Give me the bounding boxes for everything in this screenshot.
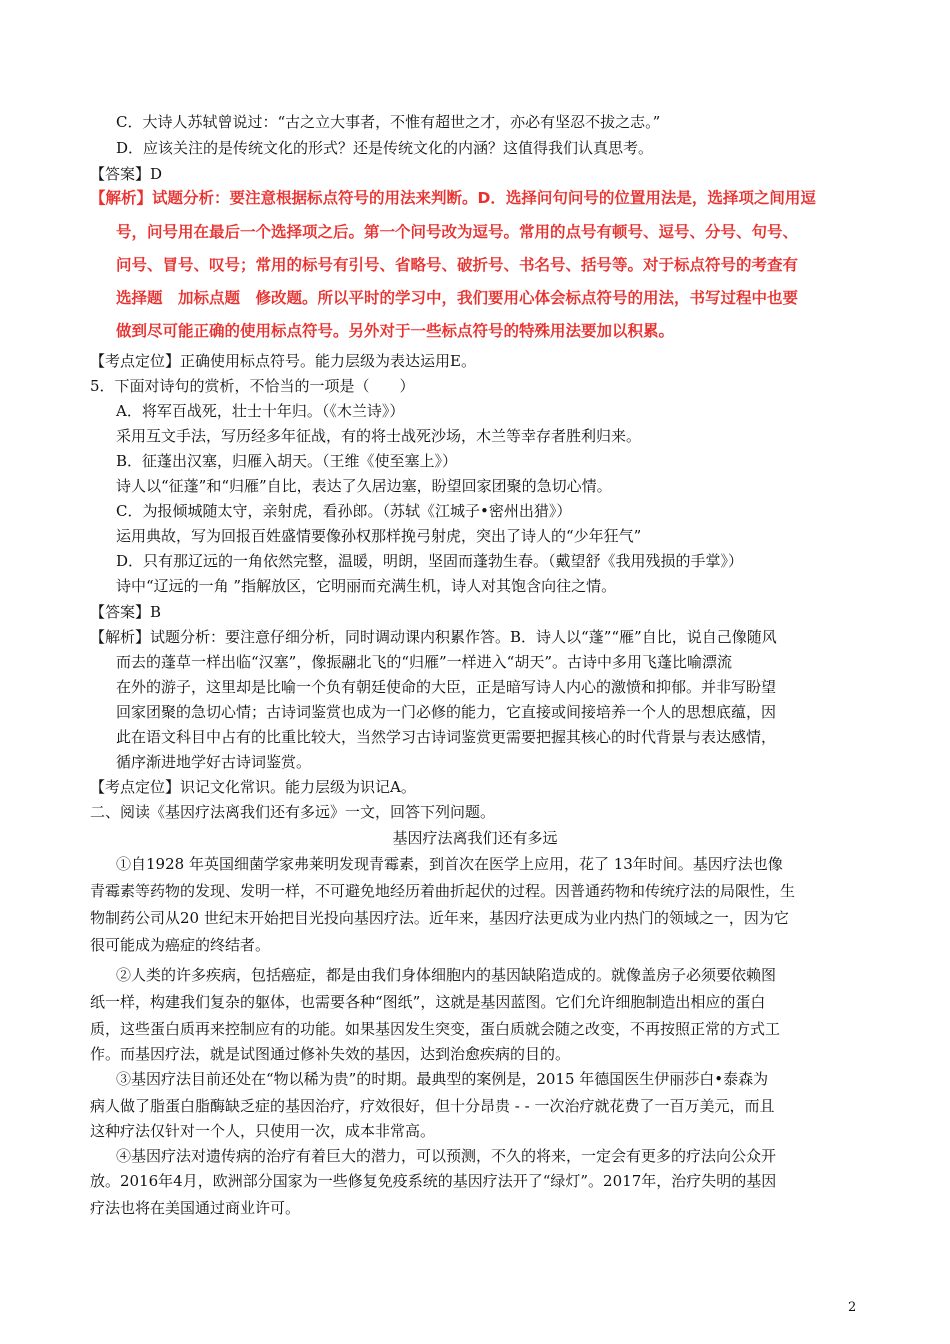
option-c-line: C．为报倾城随太守，亲射虎，看孙郎。（苏轼《江城子•密州出猎》） (116, 502, 572, 520)
analysis-red-line: 号，问号用在最后一个选择项之后。第一个问号改为逗号。常用的点号有顿号、逗号、分号、句号、 (116, 223, 799, 241)
paragraph-line: 这种疗法仅针对一个人，只使用一次，成本非常高。 (90, 1122, 436, 1140)
option-a-line: A．将军百战死，壮士十年归。（《木兰诗》） (116, 402, 405, 420)
analysis-line: 回家团聚的急切心情；古诗词鉴赏也成为一门必修的能力，它直接或间接培养一个人的思想底蕴，因 (116, 703, 777, 721)
analysis-red-line: 【解析】试题分析：要注意根据标点符号的用法来判断。D．选择问句问号的位置用法是，选择项之间用逗 (90, 189, 816, 207)
answer-line: 【答案】B (90, 603, 162, 621)
option-a-note: 采用互文手法，写历经多年征战，有的将士战死沙场，木兰等幸存者胜利归来。 (116, 427, 642, 445)
option-d-note: 诗中“辽远的一角 ”指解放区，它明丽而充满生机，诗人对其饱含向往之情。 (116, 577, 617, 595)
paragraph-line: ③基因疗法目前还处在“物以稀为贵”的时期。最典型的案例是，2015 年德国医生伊丽莎白•泰森为 (116, 1070, 769, 1088)
paragraph-line: 纸一样，构建我们复杂的躯体，也需要各种“图纸”，这就是基因蓝图。它们允许细胞制造出相应的蛋白 (90, 993, 766, 1011)
key-point-line: 【考点定位】识记文化常识。能力层级为识记A。 (90, 778, 416, 796)
analysis-line: 此在语文科目中占有的比重比较大，当然学习古诗词鉴赏更需要把握其核心的时代背景与表达感情， (116, 728, 777, 746)
section-heading: 二、阅读《基因疗法离我们还有多远》一文，回答下列问题。 (90, 803, 496, 821)
paragraph-line: ①自1928 年英国细菌学家弗莱明发现青霉素，到首次在医学上应用，花了 13年时间。基因疗法也像 (116, 855, 783, 873)
option-c-line: C．大诗人苏轼曾说过：“古之立大事者，不惟有超世之才，亦必有坚忍不拔之志。” (116, 113, 661, 131)
analysis-red-line: 做到尽可能正确的使用标点符号。另外对于一些标点符号的特殊用法要加以积累。 (116, 322, 675, 340)
option-d-line: D．应该关注的是传统文化的形式？还是传统文化的内涵？这值得我们认真思考。 (116, 139, 654, 157)
paragraph-line: 疗法也将在美国通过商业许可。 (90, 1199, 301, 1217)
paragraph-line: 质，这些蛋白质再来控制应有的功能。如果基因发生突变，蛋白质就会随之改变，不再按照正常的方式工 (90, 1020, 781, 1038)
analysis-red-line: 选择题 加标点题 修改题。所以平时的学习中，我们要用心体会标点符号的用法，书写过程中也要 (116, 289, 799, 307)
analysis-line: 而去的蓬草一样出临“汉塞”，像振翮北飞的“归雁”一样进入“胡天”。古诗中多用飞蓬比喻漂流 (116, 653, 733, 671)
question-5-line: 5．下面对诗句的赏析，不恰当的一项是（ ） (90, 377, 415, 395)
analysis-line: 在外的游子，这里却是比喻一个负有朝廷使命的大臣，正是暗写诗人内心的激愤和抑郁。并非写盼望 (116, 678, 777, 696)
paragraph-line: 青霉素等药物的发现、发明一样，不可避免地经历着曲折起伏的过程。因普通药物和传统疗法的局限性，生 (90, 882, 796, 900)
option-b-line: B．征蓬出汉塞，归雁入胡天。（王维《使至塞上》） (116, 452, 458, 470)
paragraph-line: 物制药公司从20 世纪末开始把目光投向基因疗法。近年来，基因疗法更成为业内热门的领域之一，因为它 (90, 909, 789, 927)
analysis-line: 【解析】试题分析：要注意仔细分析，同时调动课内积累作答。B．诗人以“蓬”“雁”自比，说自己像随风 (90, 628, 777, 646)
paragraph-line: 作。而基因疗法，就是试图通过修补失效的基因，达到治愈疾病的目的。 (90, 1045, 571, 1063)
option-d-line: D．只有那辽远的一角依然完整，温暖，明朗，坚固而蓬勃生春。（戴望舒《我用残损的手掌》） (116, 552, 744, 570)
paragraph-line: ②人类的许多疾病，包括癌症，都是由我们身体细胞内的基因缺陷造成的。就像盖房子必须要依赖图 (116, 966, 777, 984)
paragraph-line: 放。2016年4月，欧洲部分国家为一些修复免疫系统的基因疗法开了“绿灯”。2017年，治疗失明的基因 (90, 1172, 777, 1190)
analysis-line: 循序渐进地学好古诗词鉴赏。 (116, 753, 312, 771)
key-point-line: 【考点定位】正确使用标点符号。能力层级为表达运用E。 (90, 352, 476, 370)
analysis-red-line: 问号、冒号、叹号；常用的标号有引号、省略号、破折号、书名号、括号等。对于标点符号的考查有 (116, 256, 799, 274)
paragraph-line: ④基因疗法对遗传病的治疗有着巨大的潜力，可以预测，不久的将来，一定会有更多的疗法向公众开 (116, 1147, 777, 1165)
answer-line: 【答案】D (90, 165, 163, 183)
option-c-note: 运用典故，写为回报百姓盛情要像孙权那样挽弓射虎，突出了诗人的“少年狂气” (116, 527, 642, 545)
page-number: 2 (848, 1300, 857, 1315)
option-b-note: 诗人以“征蓬”和“归雁”自比，表达了久居边塞，盼望回家团聚的急切心情。 (116, 477, 612, 495)
paragraph-line: 病人做了脂蛋白脂酶缺乏症的基因治疗，疗效很好，但十分昂贵 - - 一次治疗就花费了一百万美元，而且 (90, 1097, 775, 1115)
article-title: 基因疗法离我们还有多远 (392, 829, 558, 847)
paragraph-line: 很可能成为癌症的终结者。 (90, 936, 271, 954)
